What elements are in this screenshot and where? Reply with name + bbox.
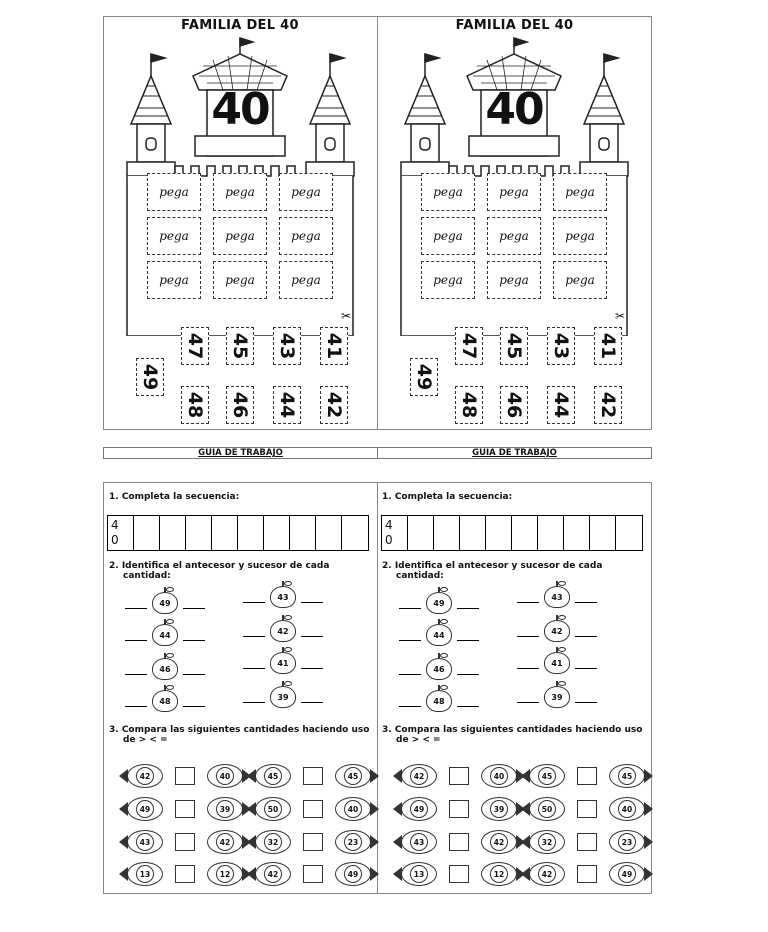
apple-icon: 44 <box>426 624 452 646</box>
question-2: 2. Identifica el antecesor y sucesor de cada cantidad: <box>382 561 603 581</box>
compare-box[interactable] <box>577 865 597 883</box>
apple-icon: 41 <box>270 652 296 674</box>
number-card[interactable]: 43 <box>273 327 301 365</box>
sequence-cell[interactable] <box>212 516 238 550</box>
apple-icon: 44 <box>152 624 178 646</box>
sequence-cell[interactable] <box>590 516 616 550</box>
fish-icon: 49 <box>609 862 645 886</box>
sequence-cell[interactable] <box>434 516 460 550</box>
fish-compare <box>127 764 243 788</box>
fish-compare <box>255 764 371 788</box>
number-card[interactable]: 41 <box>320 327 348 365</box>
apple-item <box>517 620 597 642</box>
sequence-cell[interactable] <box>238 516 264 550</box>
fish-compare <box>529 862 645 886</box>
compare-box[interactable] <box>449 800 469 818</box>
pega-slot[interactable]: pega <box>279 173 333 211</box>
pega-slot[interactable]: pega <box>553 217 607 255</box>
pega-slot[interactable]: pega <box>421 173 475 211</box>
number-card[interactable]: 43 <box>547 327 575 365</box>
pega-slot[interactable]: pega <box>213 261 267 299</box>
worksheet-right <box>377 482 652 894</box>
pega-slot[interactable]: pega <box>421 217 475 255</box>
sequence-cell[interactable] <box>564 516 590 550</box>
apple-item <box>125 592 205 614</box>
number-card[interactable]: 47 <box>181 327 209 365</box>
number-card[interactable]: 49 <box>410 358 438 396</box>
apple-item <box>399 658 479 680</box>
compare-box[interactable] <box>449 833 469 851</box>
pega-slot[interactable]: pega <box>213 173 267 211</box>
fish-icon: 32 <box>529 830 565 854</box>
fish-icon: 43 <box>127 830 163 854</box>
scissors-icon: ✂ <box>341 309 352 323</box>
fish-icon: 43 <box>401 830 437 854</box>
compare-box[interactable] <box>577 800 597 818</box>
sequence-cell[interactable] <box>342 516 368 550</box>
castle-title: FAMILIA DEL 40 <box>181 18 299 33</box>
compare-box[interactable] <box>303 865 323 883</box>
fish-icon: 23 <box>609 830 645 854</box>
compare-box[interactable] <box>175 865 195 883</box>
pega-slot[interactable]: pega <box>487 217 541 255</box>
fish-compare <box>529 764 645 788</box>
sequence-cell[interactable] <box>160 516 186 550</box>
apple-icon: 41 <box>544 652 570 674</box>
sequence-table <box>107 515 369 551</box>
fish-compare <box>401 862 517 886</box>
worksheet-left <box>103 482 377 894</box>
fish-icon: 39 <box>207 797 243 821</box>
number-card[interactable]: 48 <box>181 386 209 424</box>
castle-panel-right <box>377 16 652 430</box>
number-card[interactable]: 45 <box>500 327 528 365</box>
fish-compare <box>401 830 517 854</box>
fish-icon: 49 <box>335 862 371 886</box>
fish-icon: 40 <box>481 764 517 788</box>
pega-slot[interactable]: pega <box>279 217 333 255</box>
fish-compare <box>529 797 645 821</box>
sequence-cell[interactable] <box>408 516 434 550</box>
number-card[interactable]: 47 <box>455 327 483 365</box>
apple-item <box>517 686 597 708</box>
fish-icon: 42 <box>401 764 437 788</box>
fish-icon: 45 <box>335 764 371 788</box>
apple-icon: 43 <box>270 586 296 608</box>
question-1: 1. Completa la secuencia: <box>109 492 240 502</box>
pega-slot[interactable]: pega <box>487 261 541 299</box>
apple-item <box>125 624 205 646</box>
compare-box[interactable] <box>175 767 195 785</box>
apple-item <box>243 620 323 642</box>
fish-compare <box>255 830 371 854</box>
sequence-cell[interactable]: 4 0 <box>108 516 134 550</box>
number-card[interactable]: 46 <box>500 386 528 424</box>
fish-compare <box>255 797 371 821</box>
fish-icon: 32 <box>255 830 291 854</box>
fish-icon: 12 <box>207 862 243 886</box>
sequence-cell[interactable] <box>264 516 290 550</box>
apple-icon: 42 <box>270 620 296 642</box>
fish-compare <box>127 797 243 821</box>
castle-panel-left <box>103 16 377 430</box>
fish-icon: 42 <box>207 830 243 854</box>
fish-compare <box>127 862 243 886</box>
apple-icon: 49 <box>426 592 452 614</box>
fish-icon: 40 <box>335 797 371 821</box>
apple-icon: 39 <box>270 686 296 708</box>
apple-item <box>243 686 323 708</box>
fish-icon: 23 <box>335 830 371 854</box>
compare-box[interactable] <box>577 833 597 851</box>
apple-item <box>517 586 597 608</box>
apple-icon: 46 <box>152 658 178 680</box>
question-1: 1. Completa la secuencia: <box>382 492 513 502</box>
number-card[interactable]: 41 <box>594 327 622 365</box>
fish-icon: 50 <box>255 797 291 821</box>
pega-slot[interactable]: pega <box>213 217 267 255</box>
number-card[interactable]: 46 <box>226 386 254 424</box>
pega-slot[interactable]: pega <box>147 173 201 211</box>
guia-header-left: GUIA DE TRABAJO <box>103 447 378 459</box>
sequence-cell[interactable] <box>186 516 212 550</box>
question-3: 3. Compara las siguientes cantidades haciendo uso de > < = <box>382 725 643 745</box>
castle-number: 40 <box>211 84 269 135</box>
fish-icon: 42 <box>481 830 517 854</box>
pega-grid <box>421 173 607 299</box>
sequence-cell[interactable] <box>290 516 316 550</box>
fish-icon: 45 <box>255 764 291 788</box>
apple-item <box>399 690 479 712</box>
apple-icon: 48 <box>152 690 178 712</box>
apple-icon: 46 <box>426 658 452 680</box>
castle-number: 40 <box>485 84 543 135</box>
compare-box[interactable] <box>449 767 469 785</box>
compare-box[interactable] <box>303 767 323 785</box>
sequence-cell[interactable] <box>460 516 486 550</box>
compare-box[interactable] <box>303 800 323 818</box>
sequence-cell[interactable] <box>316 516 342 550</box>
number-card[interactable]: 45 <box>226 327 254 365</box>
sequence-cell[interactable] <box>134 516 160 550</box>
fish-compare <box>401 797 517 821</box>
guia-header-right: GUIA DE TRABAJO <box>377 447 652 459</box>
sequence-cell[interactable] <box>616 516 642 550</box>
fish-icon: 39 <box>481 797 517 821</box>
compare-box[interactable] <box>175 833 195 851</box>
question-3: 3. Compara las siguientes cantidades haciendo uso de > < = <box>109 725 370 745</box>
fish-icon: 45 <box>529 764 565 788</box>
apple-item <box>399 592 479 614</box>
compare-box[interactable] <box>577 767 597 785</box>
fish-compare <box>255 862 371 886</box>
number-card[interactable]: 44 <box>273 386 301 424</box>
apple-icon: 39 <box>544 686 570 708</box>
fish-icon: 50 <box>529 797 565 821</box>
pega-slot[interactable]: pega <box>487 173 541 211</box>
fish-icon: 12 <box>481 862 517 886</box>
apple-item <box>243 652 323 674</box>
fish-icon: 13 <box>127 862 163 886</box>
sequence-cell[interactable] <box>486 516 512 550</box>
apple-item <box>125 658 205 680</box>
number-card[interactable]: 42 <box>594 386 622 424</box>
fish-icon: 49 <box>127 797 163 821</box>
fish-icon: 42 <box>529 862 565 886</box>
pega-slot[interactable]: pega <box>553 261 607 299</box>
apple-item <box>399 624 479 646</box>
fish-icon: 45 <box>609 764 645 788</box>
apple-item <box>125 690 205 712</box>
apple-icon: 42 <box>544 620 570 642</box>
fish-icon: 42 <box>127 764 163 788</box>
fish-icon: 49 <box>401 797 437 821</box>
scissors-icon: ✂ <box>615 309 626 323</box>
number-card[interactable]: 42 <box>320 386 348 424</box>
pega-slot[interactable]: pega <box>279 261 333 299</box>
apple-icon: 49 <box>152 592 178 614</box>
compare-box[interactable] <box>175 800 195 818</box>
number-card[interactable]: 48 <box>455 386 483 424</box>
question-2: 2. Identifica el antecesor y sucesor de cada cantidad: <box>109 561 330 581</box>
apple-icon: 48 <box>426 690 452 712</box>
castle-title: FAMILIA DEL 40 <box>455 18 574 33</box>
fish-compare <box>529 830 645 854</box>
fish-icon: 40 <box>609 797 645 821</box>
fish-compare <box>401 764 517 788</box>
sequence-cell[interactable]: 4 0 <box>382 516 408 550</box>
apple-icon: 43 <box>544 586 570 608</box>
pega-grid <box>147 173 333 299</box>
fish-icon: 40 <box>207 764 243 788</box>
sequence-cell[interactable] <box>538 516 564 550</box>
sequence-cell[interactable] <box>512 516 538 550</box>
compare-box[interactable] <box>303 833 323 851</box>
pega-slot[interactable]: pega <box>147 217 201 255</box>
apple-item <box>517 652 597 674</box>
pega-slot[interactable]: pega <box>553 173 607 211</box>
number-card[interactable]: 44 <box>547 386 575 424</box>
apple-item <box>243 586 323 608</box>
number-card[interactable]: 49 <box>136 358 164 396</box>
sequence-table <box>381 515 643 551</box>
fish-icon: 13 <box>401 862 437 886</box>
fish-compare <box>127 830 243 854</box>
pega-slot[interactable]: pega <box>147 261 201 299</box>
fish-icon: 42 <box>255 862 291 886</box>
pega-slot[interactable]: pega <box>421 261 475 299</box>
compare-box[interactable] <box>449 865 469 883</box>
